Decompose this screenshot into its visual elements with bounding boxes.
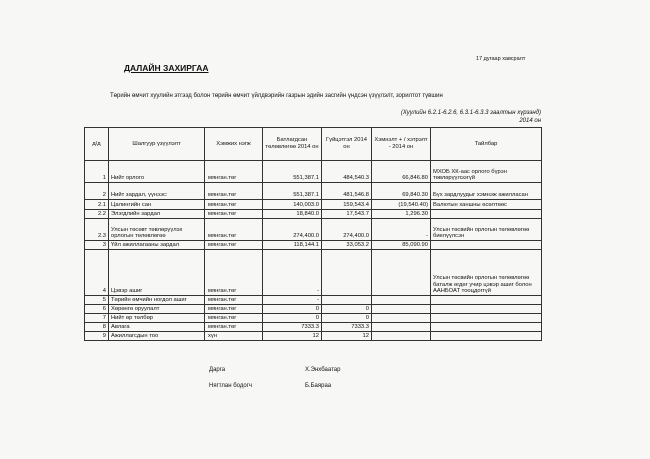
table-header-row	[85, 128, 542, 161]
cell-plan: -	[263, 296, 322, 305]
table-body	[85, 161, 542, 341]
cell-difference: 85,090.90	[372, 241, 431, 250]
cell-unit: мянган.төг	[205, 305, 263, 314]
table-row	[85, 323, 542, 332]
cell-note: Бүх зардлуудыг хэмнэж ажилласан	[431, 183, 542, 200]
table-row	[85, 241, 542, 250]
cell-note	[431, 305, 542, 314]
cell-actual: 159,543.4	[322, 200, 372, 210]
cell-indicator: Цэвэр ашиг	[109, 250, 205, 296]
signature-name-director: Х.Энхбаатар	[305, 367, 341, 373]
cell-note: МХОБ ХК-аас орлого бүрэн төвлөрүүлээгүй	[431, 161, 542, 183]
signature-role-director: Дарга	[209, 367, 226, 373]
cell-plan: 140,003.0	[263, 200, 322, 210]
cell-plan: 0	[263, 314, 322, 323]
cell-number: 7	[85, 314, 109, 323]
cell-difference	[372, 323, 431, 332]
cell-unit: мянган.төг	[205, 314, 263, 323]
col-header-note: Тайлбар	[431, 128, 542, 161]
cell-plan: 274,400.0	[263, 219, 322, 241]
table-row	[85, 305, 542, 314]
cell-indicator: Элэгдлийн зардал	[109, 210, 205, 219]
cell-note	[431, 323, 542, 332]
organization-title: ДАЛАЙН ЗАХИРГАА	[124, 63, 209, 73]
cell-number: 2.2	[85, 210, 109, 219]
cell-indicator: Нийт өр төлбөр	[109, 314, 205, 323]
cell-difference: 66,846.80	[372, 161, 431, 183]
cell-plan: -	[263, 250, 322, 296]
cell-number: 8	[85, 323, 109, 332]
cell-difference	[372, 332, 431, 341]
cell-plan: 0	[263, 305, 322, 314]
cell-difference	[372, 305, 431, 314]
indicators-table	[84, 127, 542, 341]
cell-unit: мянган.төг	[205, 210, 263, 219]
col-header-actual: Гүйцэтгэл 2014 он	[322, 128, 372, 161]
cell-note	[431, 296, 542, 305]
cell-number: 9	[85, 332, 109, 341]
table-row	[85, 161, 542, 183]
cell-number: 4	[85, 250, 109, 296]
table-row	[85, 250, 542, 296]
cell-difference: -	[372, 219, 431, 241]
appendix-label: 17 дугаар хавсралт	[476, 56, 526, 62]
cell-indicator: Үйл ажиллагааны зардал	[109, 241, 205, 250]
cell-difference: 1,296.30	[372, 210, 431, 219]
cell-actual: 33,053.2	[322, 241, 372, 250]
cell-number: 3	[85, 241, 109, 250]
report-year: 2014 он	[519, 118, 541, 124]
cell-indicator: Цалингийн сан	[109, 200, 205, 210]
cell-note: Улсын төсвийн орлогын төлөвлөгөө биелүүлсэн	[431, 219, 542, 241]
cell-actual: 7333.3	[322, 323, 372, 332]
table-row	[85, 183, 542, 200]
cell-number: 2.1	[85, 200, 109, 210]
document-heading: Төрийн өмчит хуулийн этгээд болон төрийн өмчит үйлдвэрийн газрын эдийн засгийн үндсэн үзүүлэлт, зорилтот түвшин	[110, 93, 443, 99]
cell-unit: мянган.төг	[205, 241, 263, 250]
cell-unit: мянган.төг	[205, 183, 263, 200]
cell-plan: 118,144.1	[263, 241, 322, 250]
cell-actual: 17,543.7	[322, 210, 372, 219]
signature-name-accountant: Б.Баяраа	[305, 383, 332, 389]
cell-number: 2.3	[85, 219, 109, 241]
cell-note	[431, 332, 542, 341]
cell-number: 5	[85, 296, 109, 305]
cell-actual: 481,546.8	[322, 183, 372, 200]
col-header-unit: Хэмжих нэгж	[205, 128, 263, 161]
col-header-difference: Хэмнэлт + / хэтрэлт - 2014 он	[372, 128, 431, 161]
cell-plan: 7333.3	[263, 323, 322, 332]
cell-unit: мянган.төг	[205, 161, 263, 183]
table-row	[85, 296, 542, 305]
signature-role-accountant: Нягтлан бодогч	[209, 383, 252, 389]
cell-difference	[372, 250, 431, 296]
cell-plan: 551,387.1	[263, 183, 322, 200]
cell-indicator: Нийт орлого	[109, 161, 205, 183]
cell-number: 6	[85, 305, 109, 314]
cell-number: 1	[85, 161, 109, 183]
cell-unit: мянган.төг	[205, 323, 263, 332]
cell-actual: 274,400.0	[322, 219, 372, 241]
cell-plan: 551,387.1	[263, 161, 322, 183]
cell-difference: 69,840.30	[372, 183, 431, 200]
cell-indicator: Хөрөнгө оруулалт	[109, 305, 205, 314]
cell-indicator: Авлага	[109, 323, 205, 332]
cell-actual: 0	[322, 314, 372, 323]
cell-actual: 0	[322, 305, 372, 314]
table-row	[85, 210, 542, 219]
table-row	[85, 200, 542, 210]
cell-plan: 12	[263, 332, 322, 341]
cell-plan: 18,840.0	[263, 210, 322, 219]
cell-actual: 484,540.3	[322, 161, 372, 183]
cell-indicator: Ажиллагсдын тоо	[109, 332, 205, 341]
cell-difference: (19,540.40)	[372, 200, 431, 210]
table-row	[85, 332, 542, 341]
cell-indicator: Төрийн өмчийн ногдол ашиг	[109, 296, 205, 305]
cell-unit: мянган.төг	[205, 250, 263, 296]
cell-unit: мянган.төг	[205, 200, 263, 210]
cell-unit: хүн	[205, 332, 263, 341]
cell-note: Улсын төсвийн орлогын төлөвлөгөө баталж өгдөг учир цэвэр ашиг болон ААНБОАТ тооцдоггүй	[431, 250, 542, 296]
cell-unit: мянган.төг	[205, 296, 263, 305]
cell-actual	[322, 296, 372, 305]
cell-actual: 12	[322, 332, 372, 341]
law-reference: (Хуулийн 6.2.1-6.2.6, 6.3.1-6.3.3 заалтын хүрээнд)	[400, 110, 541, 116]
cell-note: Валютын ханшны өсөлтөөс	[431, 200, 542, 210]
cell-note	[431, 241, 542, 250]
cell-number: 2	[85, 183, 109, 200]
cell-indicator: Улсын төсөвт төвлөрүүлэх орлогын төлөвлөгөө	[109, 219, 205, 241]
col-header-number: д/д	[85, 128, 109, 161]
cell-difference	[372, 296, 431, 305]
col-header-indicator: Шалгуур үзүүлэлт	[109, 128, 205, 161]
table-row	[85, 314, 542, 323]
cell-unit: мянган.төг	[205, 219, 263, 241]
cell-actual	[322, 250, 372, 296]
cell-note	[431, 210, 542, 219]
cell-difference	[372, 314, 431, 323]
cell-note	[431, 314, 542, 323]
col-header-plan: Батлагдсан төлөвлөгөө 2014 он	[263, 128, 322, 161]
table-row	[85, 219, 542, 241]
cell-indicator: Нийт зардал, үүнээс:	[109, 183, 205, 200]
